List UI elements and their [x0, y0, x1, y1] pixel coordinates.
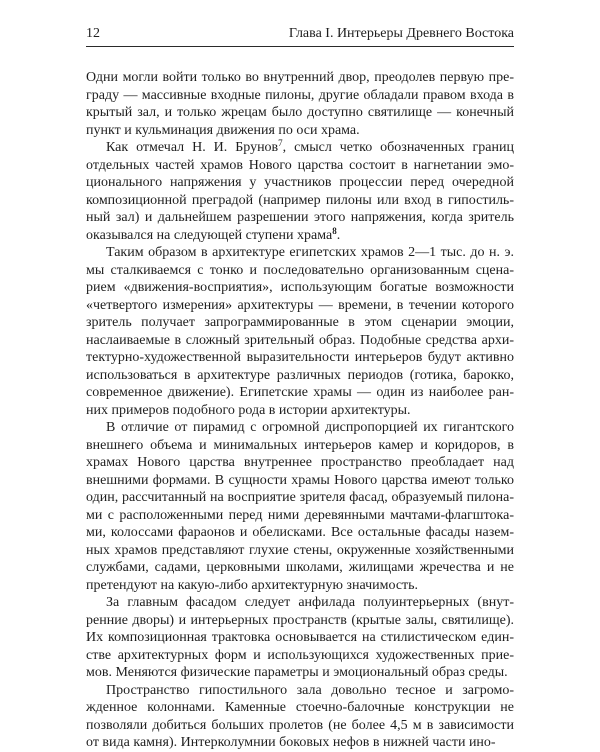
body-text: [86, 69, 514, 752]
paragraph-4: В отличие от пирамид с огромной диспропорцией их гигантского внешнего объема и минимальных интерьеров камер и коридоров, в храмах Нового царства внутреннее пространство преобладает над внешними формами. В сущности храмы Нового царства имеют только один, рассчитанный на восприятие зрителя фасад, образуемый пилонами с расположенными перед ними деревянными мачтами-флагштоками, колоссами фараонов и обелисками. Все остальные фасады наземных храмов представляют глухие стены, окруженные хозяйственными службами, садами, церковными школами, жилищами жречества и не претендуют на какую-либо архитектурную значимость.: [86, 420, 514, 593]
paragraph-2-text-a: Как отмечал Н. И. Брунов: [106, 140, 279, 155]
paragraph-2-text-b: , смысл четко обозначенных границ отдельных частей храмов Нового царства состоит в нагнетании эмоционального напряжения у участников процессии перед очередной композиционной преградой (например пилоны или вход в гипостильный зал) и дальнейшем разрешении этого напряжения, когда зритель оказывался на следующей ступени храма: [86, 140, 514, 243]
footnote-ref-8: 8: [332, 225, 337, 236]
paragraph-2: [86, 139, 514, 244]
running-header: [86, 24, 514, 47]
footnote-ref-7: 7: [278, 138, 283, 148]
paragraph-6: Пространство гипостильного зала довольно тесное и загроможденное колоннами. Каменные стоечно-балочные конструкции не позволяли добиться больших пролетов (не более 4,5 м в зависимости от вида камня). Интерколумнии боковых нефов в нижней части ино-: [86, 682, 514, 750]
paragraph-1: Одни могли войти только во внутренний двор, преодолев первую преграду — массивные входные пилоны, другие обладали правом входа в крытый зал, и только жрецам было доступно святилище — конечный пункт и кульминация движения по оси храма.: [86, 70, 514, 138]
paragraph-3: Таким образом в архитектуре египетских храмов 2—1 тыс. до н. э. мы сталкиваемся с тонко и последовательно организованным сценарием «движения-восприятия», использующим богатые возможности «четвертого измерения» архитектуры — времени, в течении которого зритель получает запрограммированные в этом сценарии эмоции, наслаиваемые в сложный зрительный образ. Подобные средства архитектурно-художественной выразительности интерьеров будут активно использоваться в архитектуре различных периодов (готика, барокко, современное движение). Египетские храмы — один из наиболее ранних примеров подобного рода в истории архитектуры.: [86, 245, 514, 418]
paragraph-5: За главным фасадом следует анфилада полуинтерьерных (внутренние дворы) и интерьерных пространств (крытые залы, святилище). Их композиционная трактовка основывается на стилистическом единстве архитектурных форм и использующихся художественных приемов. Меняются физические параметры и эмоциональный образ среды.: [86, 595, 514, 680]
chapter-title: Глава I. Интерьеры Древнего Востока: [288, 26, 514, 41]
paragraph-2-text-c: .: [336, 227, 341, 243]
page-number: 12: [86, 26, 100, 41]
